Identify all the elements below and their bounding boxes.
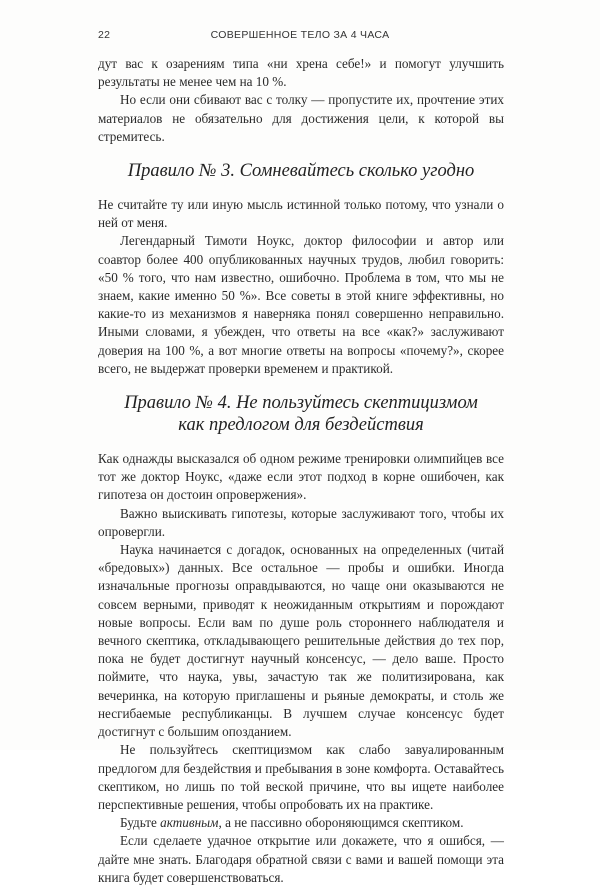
- paragraph: Не пользуйтесь скептицизмом как слабо завуалированным предлогом для бездействия и пребывания в зоне комфорта. Оставайтесь скептиком, но лишь по той веской причине, что вы ищете наиболее перспективные решения, чтобы опробовать их на практике.: [98, 742, 504, 812]
- paragraph: Легендарный Тимоти Ноукс, доктор философии и автор или соавтор более 400 опубликованных научных трудов, любил говорить: «50 % того, что нам известно, ошибочно. Проблема в том, что мы не знаем, какие именно 50 %». Все советы в этой книге эффективны, но какие-то из механизмов я наверняка понял совершенно неправильно. Иными словами, я убежден, что ответы на все «как?» заслуживают доверия на 100 %, а вот многие ответы на вопросы «почему?», скорее всего, не выдержат проверки временем и практикой.: [98, 233, 504, 376]
- paragraph-continuation: дут вас к озарениям типа «ни хрена себе!» и помогут улучшить результаты не менее чем на 10 %.: [98, 56, 504, 90]
- page-header: [98, 29, 502, 47]
- rule-4-heading: [98, 392, 504, 436]
- emphasized-word: активным: [160, 815, 219, 831]
- paragraph-active: [98, 814, 504, 832]
- paragraph: Не считайте ту или иную мысль истинной только потому, что узнали о ней от меня.: [98, 197, 504, 231]
- text-run: , а не пассивно обороняющимся скептиком.: [218, 815, 464, 831]
- rule-4-heading-line-2: как предлогом для бездействия: [178, 415, 424, 436]
- paragraph: Наука начинается с догадок, основанных на определенных (читай «бредовых») данных. Все остальное — пробы и ошибки. Иногда изначальные прогнозы оправдываются, но чаще они оказываются не совсем верными, приводят к неожиданным открытиям и порождают новые вопросы. Если вам по душе роль стороннего наблюдателя и вечного скептика, откладывающего решительные действия до тех пор, пока не будет достигнут научный консенсус, — дело ваше. Просто поймите, что наука, увы, зачастую так же политизирована, как вечеринка, на которую приглашены и рьяные демократы, и столь же несгибаемые республиканцы. В лучшем случае консенсус будет достигнут с большим опозданием.: [98, 542, 504, 740]
- paragraph: Если сделаете удачное открытие или докажете, что я ошибся, — дайте мне знать. Благодаря обратной связи с вами и вашей помощи эта книга будет совершенствоваться.: [98, 833, 504, 885]
- paragraph: Важно выискивать гипотезы, которые заслуживают того, чтобы их опровергли.: [98, 505, 504, 539]
- paragraph: Как однажды высказался об одном режиме тренировки олимпийцев все тот же доктор Ноукс, «даже если этот подход в корне ошибочен, как гипотеза он достоин опровержения».: [98, 451, 504, 503]
- page-body: [98, 55, 504, 887]
- paragraph: Но если они сбивают вас с толку — пропустите их, прочтение этих материалов не обязательно для достижения цели, к которой вы стремитесь.: [98, 92, 504, 144]
- page-number: 22: [98, 29, 111, 41]
- rule-4-heading-line-1: Правило № 4. Не пользуйтесь скептицизмом: [124, 393, 478, 414]
- rule-3-heading: Правило № 3. Сомневайтесь сколько угодно: [127, 161, 475, 182]
- running-title: СОВЕРШЕННОЕ ТЕЛО ЗА 4 ЧАСА: [210, 29, 390, 41]
- text-run: Будьте: [120, 815, 161, 831]
